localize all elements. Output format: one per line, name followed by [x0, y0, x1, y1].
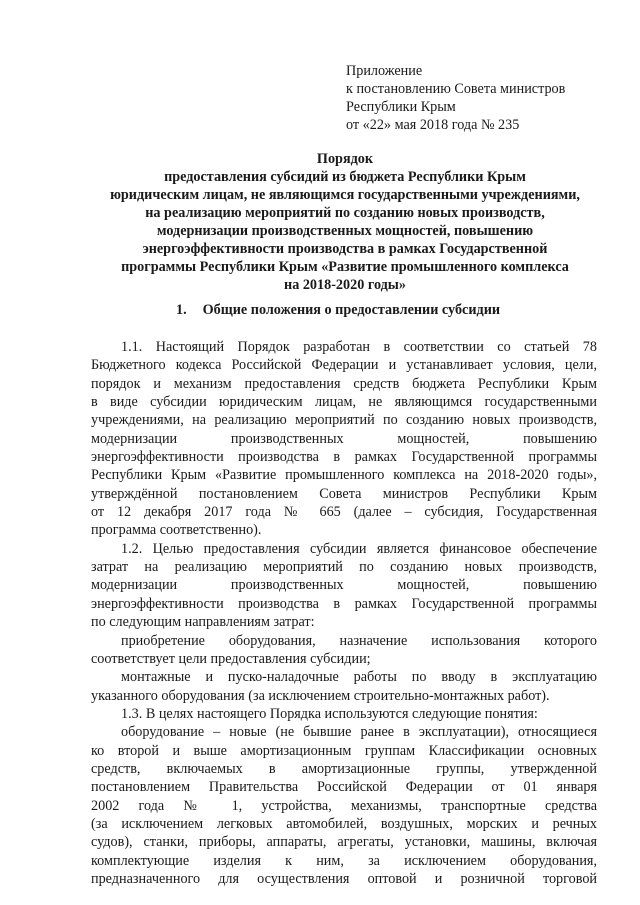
paragraph-line: 1.1. Настоящий Порядок разработан в соответствии со статьей 78 — [121, 339, 597, 355]
section-number: 1. — [176, 302, 187, 318]
paragraph-line: энергоэффективности производства в рамках Государственной программы — [91, 595, 597, 612]
title-line: модернизации производственных мощностей, повышению — [156, 223, 534, 239]
paragraph-line: 2002 года № 1, устройства, механизмы, транспортные средства — [91, 797, 597, 814]
title-line: программы Республики Крым «Развитие промышленного комплекса — [121, 259, 569, 275]
title-line: Порядок — [316, 151, 374, 167]
paragraph-line: комплектующие изделия к ним, за исключением оборудования, — [91, 852, 597, 869]
section-heading — [176, 301, 500, 319]
paragraph-line: в виде субсидии юридическим лицам, не являющимся государственными — [91, 394, 597, 411]
paragraph-line: судов), станки, приборы, аппараты, агрегаты, установки, машины, включая — [91, 834, 597, 851]
paragraph-line: утверждённой постановлением Совета министров Республики Крым — [91, 485, 597, 502]
paragraph-line: предназначенного для осуществления оптовой и розничной торговой — [91, 870, 597, 887]
appendix-line: Республики Крым — [346, 99, 456, 115]
paragraph-line: Бюджетного кодекса Российской Федерации и устанавливает условия, цели, — [91, 357, 597, 374]
paragraph-line: оборудование – новые (не бывшие ранее в эксплуатации), относящиеся — [121, 724, 597, 741]
paragraph-line: 1.2. Целью предоставления субсидии является финансовое обеспечение — [121, 540, 597, 557]
title-line: энергоэффективности производства в рамках Государственной — [142, 241, 548, 257]
paragraph-line: 1.3. В целях настоящего Порядка используются следующие понятия: — [121, 705, 538, 722]
paragraph-line: указанного оборудования (за исключением строительно-монтажных работ). — [91, 687, 550, 704]
paragraph-line: монтажные и пуско-наладочные работы по вводу в эксплуатацию — [121, 669, 597, 686]
paragraph-line: приобретение оборудования, назначение использования которого — [121, 632, 597, 649]
paragraph-line: соответствует цели предоставления субсидии; — [91, 650, 371, 667]
appendix-line: Приложение — [346, 63, 423, 79]
paragraph-line: порядок и механизм предоставления средств бюджета Республики Крым — [91, 375, 597, 392]
title-line: предоставления субсидий из бюджета Республики Крым — [164, 169, 526, 185]
title-line: на реализацию мероприятий по созданию новых производств, — [145, 205, 545, 221]
paragraph-line: постановлением Правительства Российской Федерации от 01 января — [91, 779, 597, 796]
body-text — [91, 338, 597, 888]
paragraph-line: (за исключением легковых автомобилей, воздушных, морских и речных — [91, 815, 597, 832]
section-title: Общие положения о предоставлении субсидии — [202, 302, 501, 318]
title-line: на 2018-2020 годы» — [284, 277, 406, 293]
paragraph-line: учреждениями, на реализацию мероприятий по созданию новых производств, — [91, 412, 597, 429]
paragraph-line: энергоэффективности производства в рамках Государственной программы — [91, 449, 597, 466]
title-line: юридическим лицам, не являющимся государственными учреждениями, — [110, 187, 580, 203]
paragraph-line: средств, включаемых в амортизационные группы, утвержденной — [91, 760, 597, 777]
paragraph-line: по следующим направлениям затрат: — [91, 614, 315, 631]
paragraph-line: затрат на реализацию мероприятий по созданию новых производств, — [91, 559, 597, 576]
paragraph-line: модернизации производственных мощностей, повышению — [91, 430, 597, 447]
document-title — [60, 150, 630, 294]
paragraph-line: ко второй и выше амортизационным группам Классификации основных — [91, 742, 597, 759]
paragraph-line: от 12 декабря 2017 года № 665 (далее – субсидия, Государственная — [91, 504, 597, 521]
paragraph-line: модернизации производственных мощностей, повышению — [91, 577, 597, 594]
appendix-line: от «22» мая 2018 года № 235 — [346, 117, 520, 133]
appendix-block — [346, 62, 565, 134]
paragraph-line: программа соответственно). — [91, 522, 262, 539]
paragraph-line: Республики Крым «Развитие промышленного комплекса на 2018-2020 годы», — [91, 467, 597, 484]
appendix-line: к постановлению Совета министров — [346, 81, 566, 97]
